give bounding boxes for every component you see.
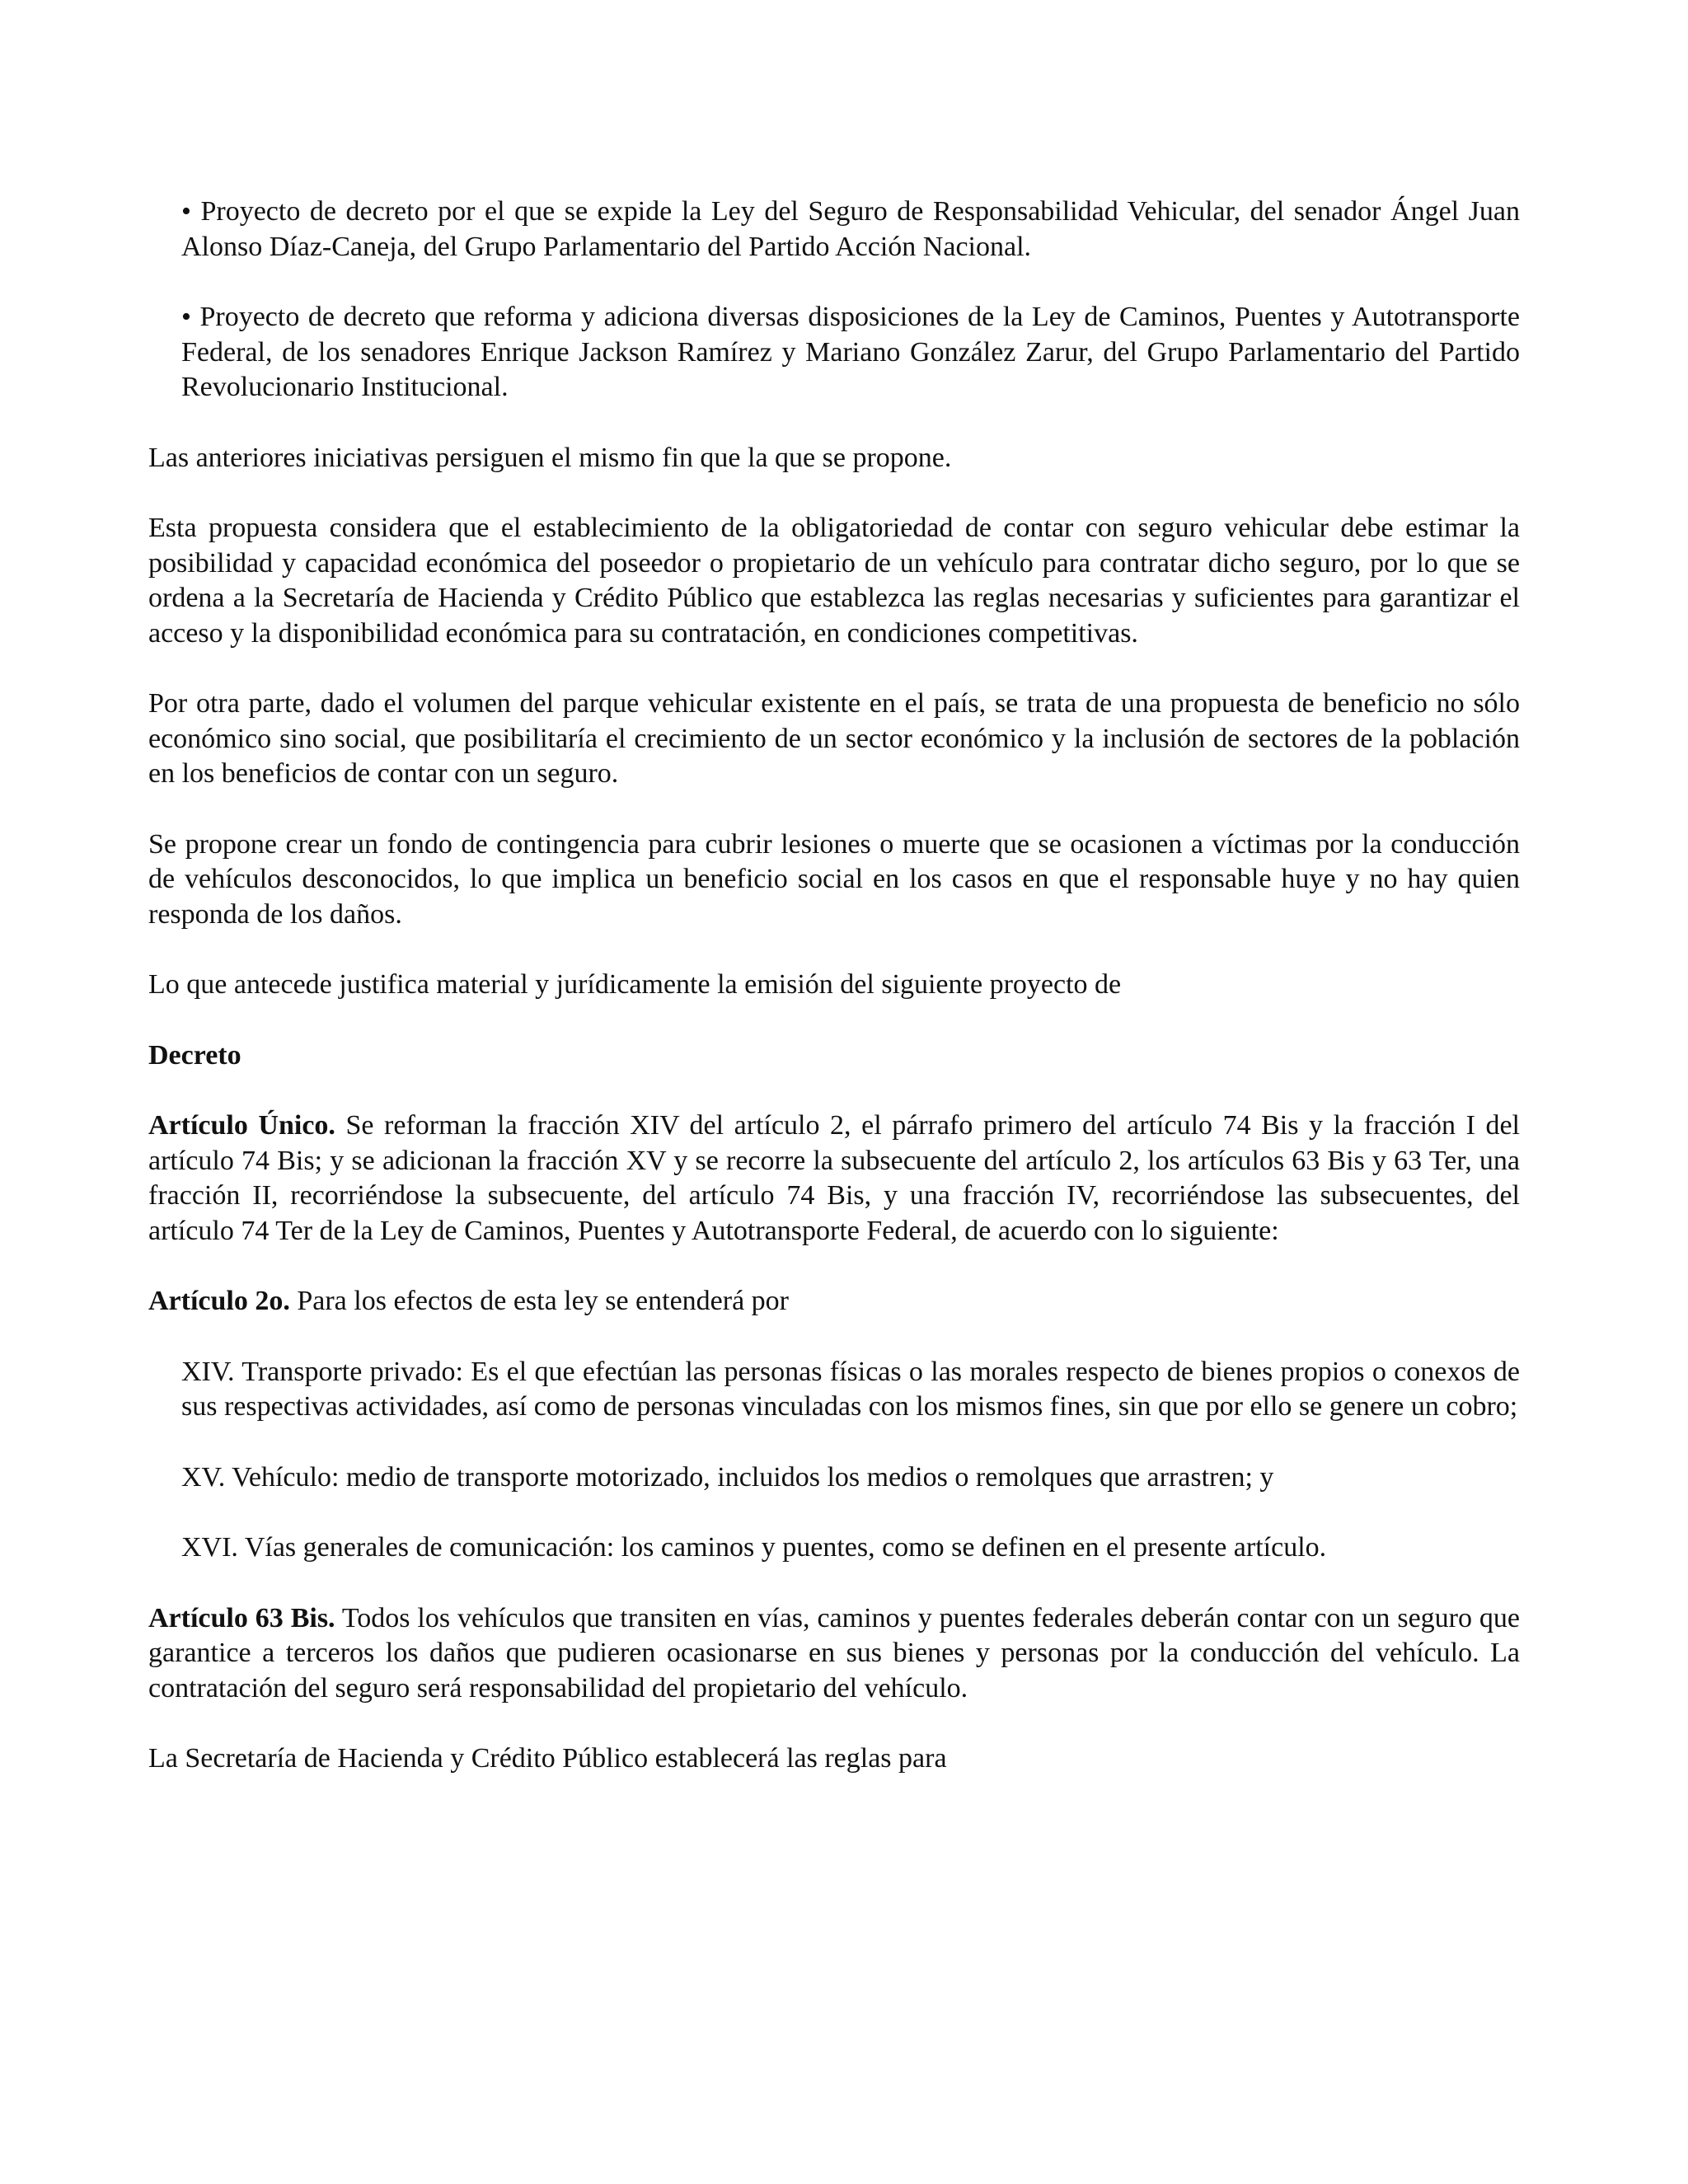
- paragraph-anteriores-iniciativas: Las anteriores iniciativas persiguen el mismo fin que la que se propone.: [148, 442, 952, 473]
- articulo-63-bis-label: Artículo 63 Bis.: [148, 1602, 335, 1633]
- articulo-2o-text: Para los efectos de esta ley se entenderá por: [289, 1286, 789, 1316]
- fraccion-xvi: XVI. Vías generales de comunicación: los caminos y puentes, como se definen en el presente artículo.: [181, 1532, 1327, 1563]
- paragraph-por-otra-parte: Por otra parte, dado el volumen del parque vehicular existente en el país, se trata de una propuesta de beneficio no sólo económico sino social, que posibilitaría el crecimiento de un sector económico y la inclusión de sectores de la población en los beneficios de contar con un seguro.: [148, 688, 1520, 789]
- paragraph-fondo-contingencia: Se propone crear un fondo de contingencia para cubrir lesiones o muerte que se ocasionen a víctimas por la conducción de vehículos desconocidos, lo que implica un beneficio social en los casos en que el responsable huye y no hay quien responda de los daños.: [148, 828, 1520, 930]
- articulo-unico-label: Artículo Único.: [148, 1110, 335, 1141]
- document-page: [148, 194, 1520, 1812]
- articulo-2o-label: Artículo 2o.: [148, 1286, 290, 1316]
- articulo-unico-text: Se reforman la fracción XIV del artículo 2, el párrafo primero del artículo 74 Bis y la fracción I del artículo 74 Bis; y se adicionan la fracción XV y se recorre la subsecuente del artículo 2, los artículos 63 Bis y 63 Ter, una fracción II, recorriéndose la subsecuente, del artículo 74 Bis, y una fracción IV, recorriéndose las subsecuentes, del artículo 74 Ter de la Ley de Caminos, Puentes y Autotransporte Federal, de acuerdo con lo siguiente:: [148, 1110, 1521, 1246]
- articulo-2o: [148, 1284, 1520, 1319]
- articulo-63-bis: [148, 1601, 1520, 1707]
- bullet-item-2: • Proyecto de decreto que reforma y adiciona diversas disposiciones de la Ley de Caminos, Puentes y Autotransporte Federal, de los senadores Enrique Jackson Ramírez y Mariano González Zarur, del Grupo Parlamentario del Partido Revolucionario Institucional.: [181, 302, 1520, 402]
- articulo-unico: [148, 1108, 1520, 1249]
- fraccion-xiv: XIV. Transporte privado: Es el que efectúan las personas físicas o las morales respecto de bienes propios o conexos de sus respectivas actividades, así como de personas vinculadas con los mismos fines, sin que por ello se genere un cobro;: [181, 1356, 1520, 1422]
- articulo-63-bis-text: Todos los vehículos que transiten en vías, caminos y puentes federales deberán contar con un seguro que garantice a terceros los daños que pudieren ocasionarse en sus bienes y personas por la conducción del vehículo. La contratación del seguro será responsabilidad del propietario del vehículo.: [148, 1602, 1520, 1704]
- paragraph-esta-propuesta: Esta propuesta considera que el establecimiento de la obligatoriedad de contar con seguro vehicular debe estimar la posibilidad y capacidad económica del poseedor o propietario de un vehículo para contratar dicho seguro, por lo que se ordena a la Secretaría de Hacienda y Crédito Público que establezca las reglas necesarias y suficientes para garantizar el acceso y la disponibilidad económica para su contratación, en condiciones competitivas.: [148, 513, 1520, 649]
- fraccion-xv: XV. Vehículo: medio de transporte motorizado, incluidos los medios o remolques que arrastren; y: [181, 1461, 1274, 1493]
- bullet-item-1: • Proyecto de decreto por el que se expide la Ley del Seguro de Responsabilidad Vehicular, del senador Ángel Juan Alonso Díaz-Caneja, del Grupo Parlamentario del Partido Acción Nacional.: [181, 196, 1520, 262]
- decreto-heading: Decreto: [148, 1039, 241, 1071]
- paragraph-secretaria-reglas: La Secretaría de Hacienda y Crédito Público establecerá las reglas para: [148, 1743, 947, 1774]
- paragraph-lo-que-antecede: Lo que antecede justifica material y jurídicamente la emisión del siguiente proyecto de: [148, 969, 1122, 1000]
